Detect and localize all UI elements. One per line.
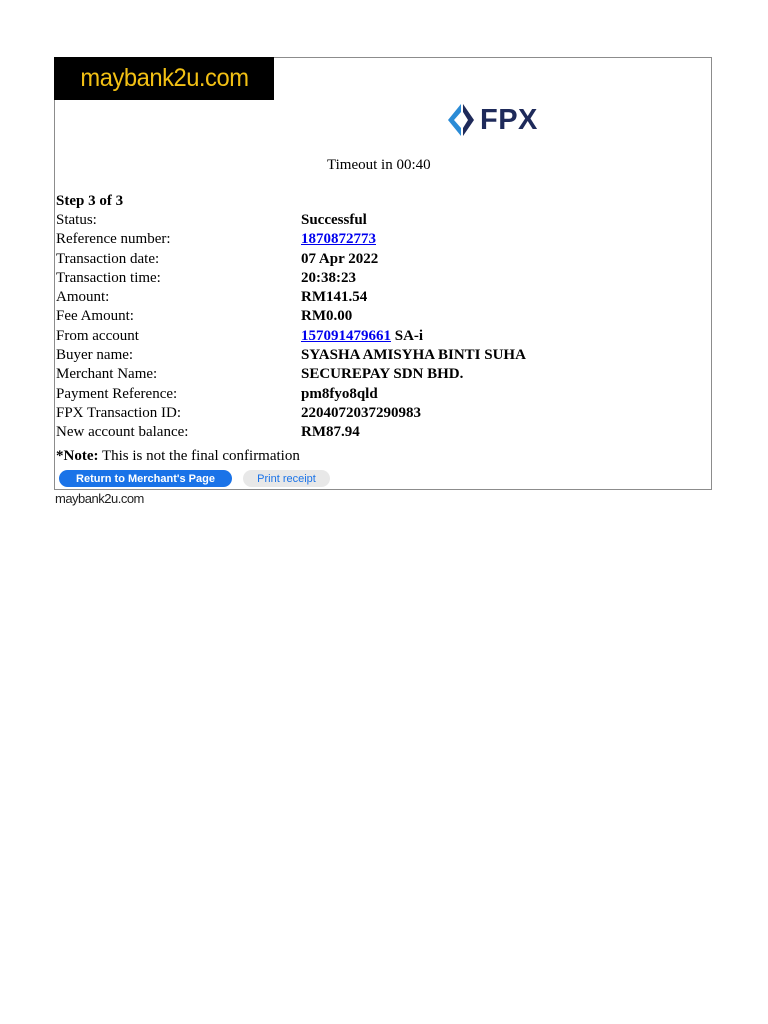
transaction-date-label: Transaction date:: [56, 250, 160, 267]
buyer-name-value: SYASHA AMISYHA BINTI SUHA: [301, 347, 526, 364]
amount-label: Amount:: [56, 289, 110, 306]
row-transaction-time: [56, 269, 656, 288]
row-payment-reference: [56, 385, 656, 404]
maybank2u-logo: [54, 57, 274, 100]
row-fpx-transaction-id: [56, 404, 656, 423]
transaction-time-value: 20:38:23: [301, 269, 356, 286]
from-account-link[interactable]: 157091479661: [301, 327, 391, 344]
payment-reference-value: pm8fyo8qld: [301, 385, 378, 402]
reference-number-link[interactable]: 1870872773: [301, 231, 376, 248]
return-to-merchant-button[interactable]: Return to Merchant's Page: [59, 470, 232, 487]
row-transaction-date: [56, 250, 656, 269]
row-fee-amount: [56, 307, 656, 326]
transaction-date-value: 07 Apr 2022: [301, 250, 379, 267]
footer-logo: maybank2u.com: [55, 491, 144, 506]
print-receipt-button[interactable]: Print receipt: [243, 470, 330, 487]
fpx-logo: [446, 103, 538, 137]
amount-value: RM141.54: [301, 289, 368, 306]
merchant-name-label: Merchant Name:: [56, 366, 158, 383]
row-amount: [56, 288, 656, 307]
new-account-balance-value: RM87.94: [301, 424, 360, 441]
fee-amount-label: Fee Amount:: [56, 308, 134, 325]
new-account-balance-label: New account balance:: [56, 424, 189, 441]
fpx-transaction-id-label: FPX Transaction ID:: [56, 404, 182, 421]
status-value: Successful: [301, 212, 367, 228]
confirmation-note: [56, 448, 300, 465]
receipt-details: [56, 211, 656, 443]
fpx-transaction-id-value: 2204072037290983: [301, 404, 421, 421]
fpx-diamond-icon: [446, 103, 476, 137]
row-new-account-balance: [56, 423, 656, 442]
step-indicator: Step 3 of 3: [56, 193, 124, 209]
payment-reference-label: Payment Reference:: [56, 385, 178, 402]
status-label: Status:: [56, 212, 97, 228]
row-reference-number: [56, 230, 656, 249]
row-from-account: [56, 327, 656, 346]
account-type-suffix: SA-i: [394, 327, 424, 344]
row-buyer-name: [56, 346, 656, 365]
transaction-time-label: Transaction time:: [56, 269, 161, 286]
row-merchant-name: [56, 365, 656, 384]
fee-amount-value: RM0.00: [301, 308, 353, 325]
row-status: [56, 211, 656, 230]
reference-number-label: Reference number:: [56, 231, 171, 248]
note-text: This is not the final confirmation: [101, 448, 300, 464]
timeout-countdown: Timeout in 00:40: [327, 157, 431, 173]
merchant-name-value: SECUREPAY SDN BHD.: [301, 366, 464, 383]
from-account-label: From account: [56, 327, 139, 344]
buyer-name-label: Buyer name:: [56, 347, 134, 364]
from-account-value: [301, 327, 423, 346]
maybank2u-logo-text: maybank2u.com: [79, 64, 249, 92]
fpx-logo-text: FPX: [480, 103, 538, 136]
note-label: *Note:: [56, 448, 99, 464]
